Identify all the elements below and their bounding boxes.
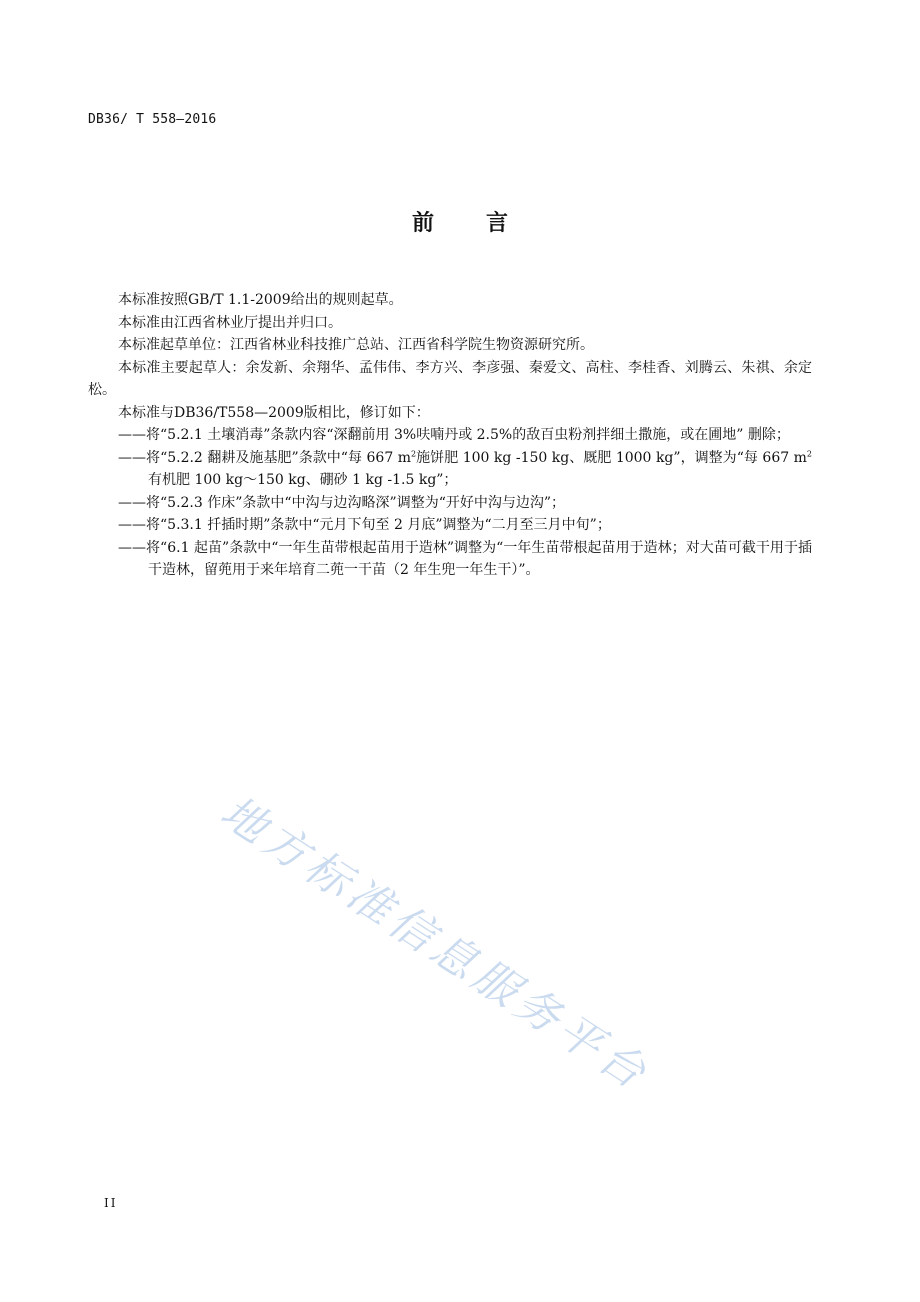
- paragraph-revision-intro: 本标准与DB36/T558—2009版相比，修订如下：: [118, 404, 430, 421]
- title-char-2: 言: [486, 211, 509, 236]
- revision-item-4: ——将“5.3.1 扦插时期”条款中“元月下旬至 2 月底”调整为“二月至三月中旬”；: [118, 517, 611, 533]
- revision-item-5: ——将“6.1 起苗”条款中“一年生苗带根起苗用于造林”调整为“一年生苗带根起苗用于造林；对大苗可截干用于插干造林，留蔸用于来年培育二蔸一干苗（2 年生兜一年生干）”。: [118, 539, 812, 578]
- paragraph-drafting-rules: 本标准按照GB/T 1.1-2009给出的规则起草。: [118, 292, 403, 308]
- title-char-1: 前: [411, 211, 434, 236]
- revision-item-2-part-a: ——将“5.2.2 翻耕及施基肥”条款中“每 667 m: [118, 449, 411, 466]
- superscript-2: 2: [411, 448, 417, 458]
- revision-item-3: ——将“5.2.3 作床”条款中“中沟与边沟略深”调整为“开好中沟与边沟”；: [118, 494, 566, 511]
- page-number: II: [104, 1196, 118, 1210]
- document-body: [88, 289, 812, 582]
- watermark: 地方标准信息服务平台: [211, 786, 659, 1102]
- revision-item-1: ——将“5.2.1 土壤消毒”条款内容“深翻前用 3%呋喃丹或 2.5%的敌百虫粉剂拌细土撒施，或在圃地” 删除；: [118, 427, 790, 443]
- paragraph-proposer: 本标准由江西省林业厅提出并归口。: [118, 314, 342, 331]
- revision-item-2: [88, 447, 812, 492]
- page-title: [0, 206, 920, 237]
- paragraph-drafting-units: 本标准起草单位：江西省林业科技推广总站、江西省科学院生物资源研究所。: [118, 337, 594, 353]
- superscript-2-second: 2: [806, 448, 812, 458]
- revision-item-2-part-c: 有机肥 100 kg～150 kg、硼砂 1 kg -1.5 kg”；: [148, 472, 458, 488]
- revision-item-2-part-b: 施饼肥 100 kg -150 kg、厩肥 1000 kg”，调整为“每 667 m: [416, 449, 807, 466]
- paragraph-drafters: 本标准主要起草人：余发新、余翔华、孟伟伟、李方兴、李彦强、秦爱文、高柱、李桂香、刘腾云、朱祺、余定松。: [88, 359, 812, 398]
- document-code: DB36/ T 558—2016: [88, 112, 217, 127]
